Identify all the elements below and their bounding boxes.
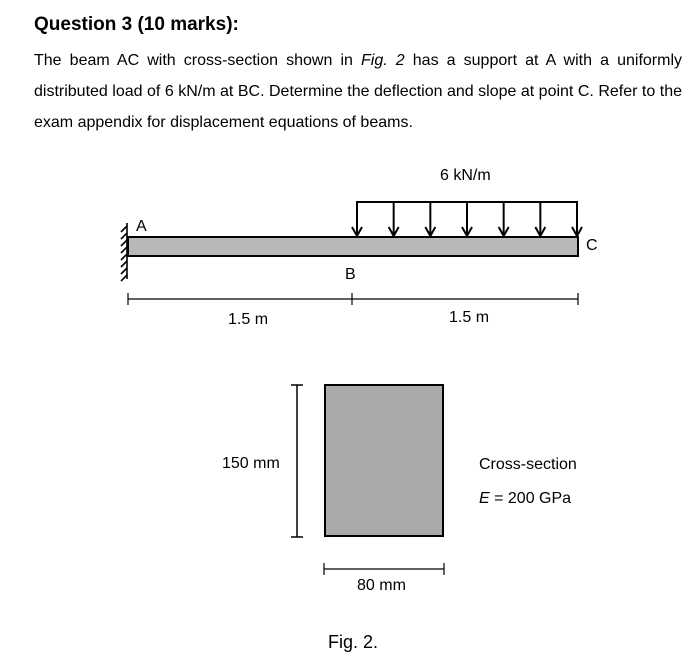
height-dimension-line [291,385,303,537]
question-text-part-2: has a support at A with a uniformly distributed load of 6 kN/m at BC. Determine the deflection and slope at point C. Refer to the exam appendix for displacement equations of beams. [34,52,682,131]
load-arrow [389,202,399,236]
point-b-label: B [345,266,356,283]
load-arrow [535,202,545,236]
distributed-load [352,202,582,236]
span-ab-label: 1.5 m [228,311,269,328]
figure-caption: Fig. 2. [328,632,379,652]
figure-reference: Fig. 2 [361,52,405,69]
width-label: 80 mm [357,577,406,594]
cross-section-caption: Cross-section [479,456,577,473]
point-a-label: A [136,218,147,235]
question-text-part-1: The beam AC with cross-section shown in [34,52,361,69]
load-arrow [425,202,435,236]
load-arrow [352,202,362,236]
span-bc-label: 1.5 m [449,309,490,326]
load-arrow [499,202,509,236]
height-label: 150 mm [222,455,280,472]
beam-ac [128,237,578,256]
span-dimension-line [128,293,578,305]
load-arrow [462,202,472,236]
modulus-label [479,490,571,507]
cross-section-rectangle [325,385,443,536]
modulus-symbol: E [479,490,490,507]
modulus-value: = 200 GPa [489,490,572,507]
point-c-label: C [586,237,598,254]
load-arrow [572,202,582,236]
load-label: 6 kN/m [440,167,491,184]
fixed-support [121,223,127,281]
width-dimension-line [324,563,444,575]
question-title: Question 3 (10 marks): [34,14,239,35]
